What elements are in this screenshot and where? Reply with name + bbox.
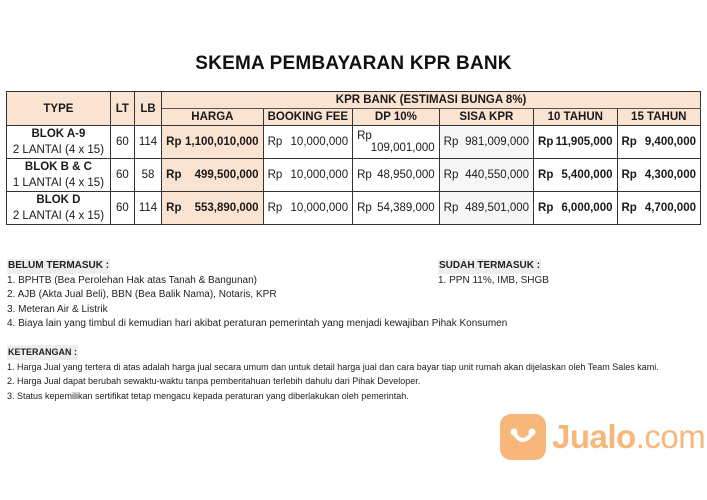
keterangan-item: 2. Harga Jual dapat berubah sewaktu-waktu tanpa pemberitahuan terlebih dahulu dari Pihak Developer. (7, 376, 421, 386)
blok-name: BLOK B & C (24, 161, 92, 173)
dp-cell: Rp 54,389,000 (353, 192, 440, 225)
header-10-tahun: 10 TAHUN (534, 109, 617, 126)
lt-cell: 60 (110, 192, 134, 225)
sudah-termasuk-section (438, 259, 549, 288)
lb-cell: 58 (134, 159, 161, 192)
table-row (7, 126, 701, 159)
lt-cell: 60 (110, 159, 134, 192)
15-tahun-cell: Rp 4,300,000 (617, 159, 701, 192)
belum-termasuk-item: 4. Biaya lain yang timbul di kemudian hari akibat peraturan pemerintah yang menjadi kewajiban Pihak Konsumen (7, 318, 508, 329)
15-tahun-cell: Rp 4,700,000 (617, 192, 701, 225)
lb-cell: 114 (134, 126, 161, 159)
sudah-termasuk-header: SUDAH TERMASUK : (438, 259, 541, 274)
lb-cell: 114 (134, 192, 161, 225)
header-lt: LT (110, 92, 134, 126)
booking-fee-cell: Rp 10,000,000 (263, 126, 353, 159)
10-tahun-cell: Rp 5,400,000 (534, 159, 617, 192)
belum-termasuk-item: 1. BPHTB (Bea Perolehan Hak atas Tanah & Bangunan) (7, 274, 257, 286)
type-cell (7, 159, 111, 192)
booking-fee-cell: Rp 10,000,000 (263, 159, 353, 192)
10-tahun-cell: Rp 11,905,000 (534, 126, 617, 159)
belum-termasuk-item: 2. AJB (Akta Jual Beli), BBN (Bea Balik Nama), Notaris, KPR (7, 289, 277, 300)
kpr-payment-table (6, 91, 701, 225)
jualo-wordmark: Jualo.com (552, 418, 706, 455)
belum-termasuk-item: 3. Meteran Air & Listrik (7, 303, 108, 315)
sisa-kpr-cell: Rp 489,501,000 (439, 192, 533, 225)
dp-cell: Rp 109,001,000 (353, 126, 440, 159)
blok-name: BLOK A-9 (31, 128, 86, 140)
sisa-kpr-cell: Rp 981,009,000 (439, 126, 533, 159)
table-row (7, 159, 701, 192)
header-lb: LB (134, 92, 161, 126)
type-cell (7, 192, 111, 225)
harga-cell: Rp 499,500,000 (162, 159, 263, 192)
type-cell (7, 126, 111, 159)
15-tahun-cell: Rp 9,400,000 (617, 126, 701, 159)
header-15-tahun: 15 TAHUN (617, 109, 701, 126)
keterangan-header: KETERANGAN : (7, 345, 78, 360)
belum-termasuk-header: BELUM TERMASUK : (7, 259, 110, 274)
harga-cell: Rp 1,100,010,000 (162, 126, 263, 159)
lantai-desc: 2 LANTAI (4 x 15) (12, 144, 105, 156)
smile-icon (500, 414, 546, 460)
jualo-watermark (500, 414, 705, 460)
header-booking-fee: BOOKING FEE (263, 109, 353, 126)
lantai-desc: 1 LANTAI (4 x 15) (12, 177, 105, 189)
10-tahun-cell: Rp 6,000,000 (534, 192, 617, 225)
header-sisa-kpr: SISA KPR (439, 109, 533, 126)
blok-name: BLOK D (36, 194, 81, 206)
keterangan-item: 3. Status kepemilikan sertifikat tetap mengacu kepada peraturan yang diberlakukan oleh pemerintah. (7, 390, 409, 401)
page-title: SKEMA PEMBAYARAN KPR BANK (195, 53, 512, 74)
header-type: TYPE (7, 92, 111, 126)
header-kpr-group: KPR BANK (ESTIMASI BUNGA 8%) (162, 92, 701, 109)
lantai-desc: 2 LANTAI (4 x 15) (12, 210, 105, 222)
sisa-kpr-cell: Rp 440,550,000 (439, 159, 533, 192)
belum-termasuk-section (7, 259, 507, 332)
header-dp: DP 10% (353, 109, 440, 126)
keterangan-section (7, 345, 659, 403)
dp-cell: Rp 48,950,000 (353, 159, 440, 192)
header-harga: HARGA (162, 109, 263, 126)
harga-cell: Rp 553,890,000 (162, 192, 263, 225)
table-row (7, 192, 701, 225)
booking-fee-cell: Rp 10,000,000 (263, 192, 353, 225)
sudah-termasuk-item: 1. PPN 11%, IMB, SHGB (438, 274, 549, 286)
lt-cell: 60 (110, 126, 134, 159)
keterangan-item: 1. Harga Jual yang tertera di atas adalah harga jual secara umum dan untuk detail harga jual dan cara bayar tiap unit rumah akan dijelaskan oleh Team Sales kami. (7, 361, 659, 372)
